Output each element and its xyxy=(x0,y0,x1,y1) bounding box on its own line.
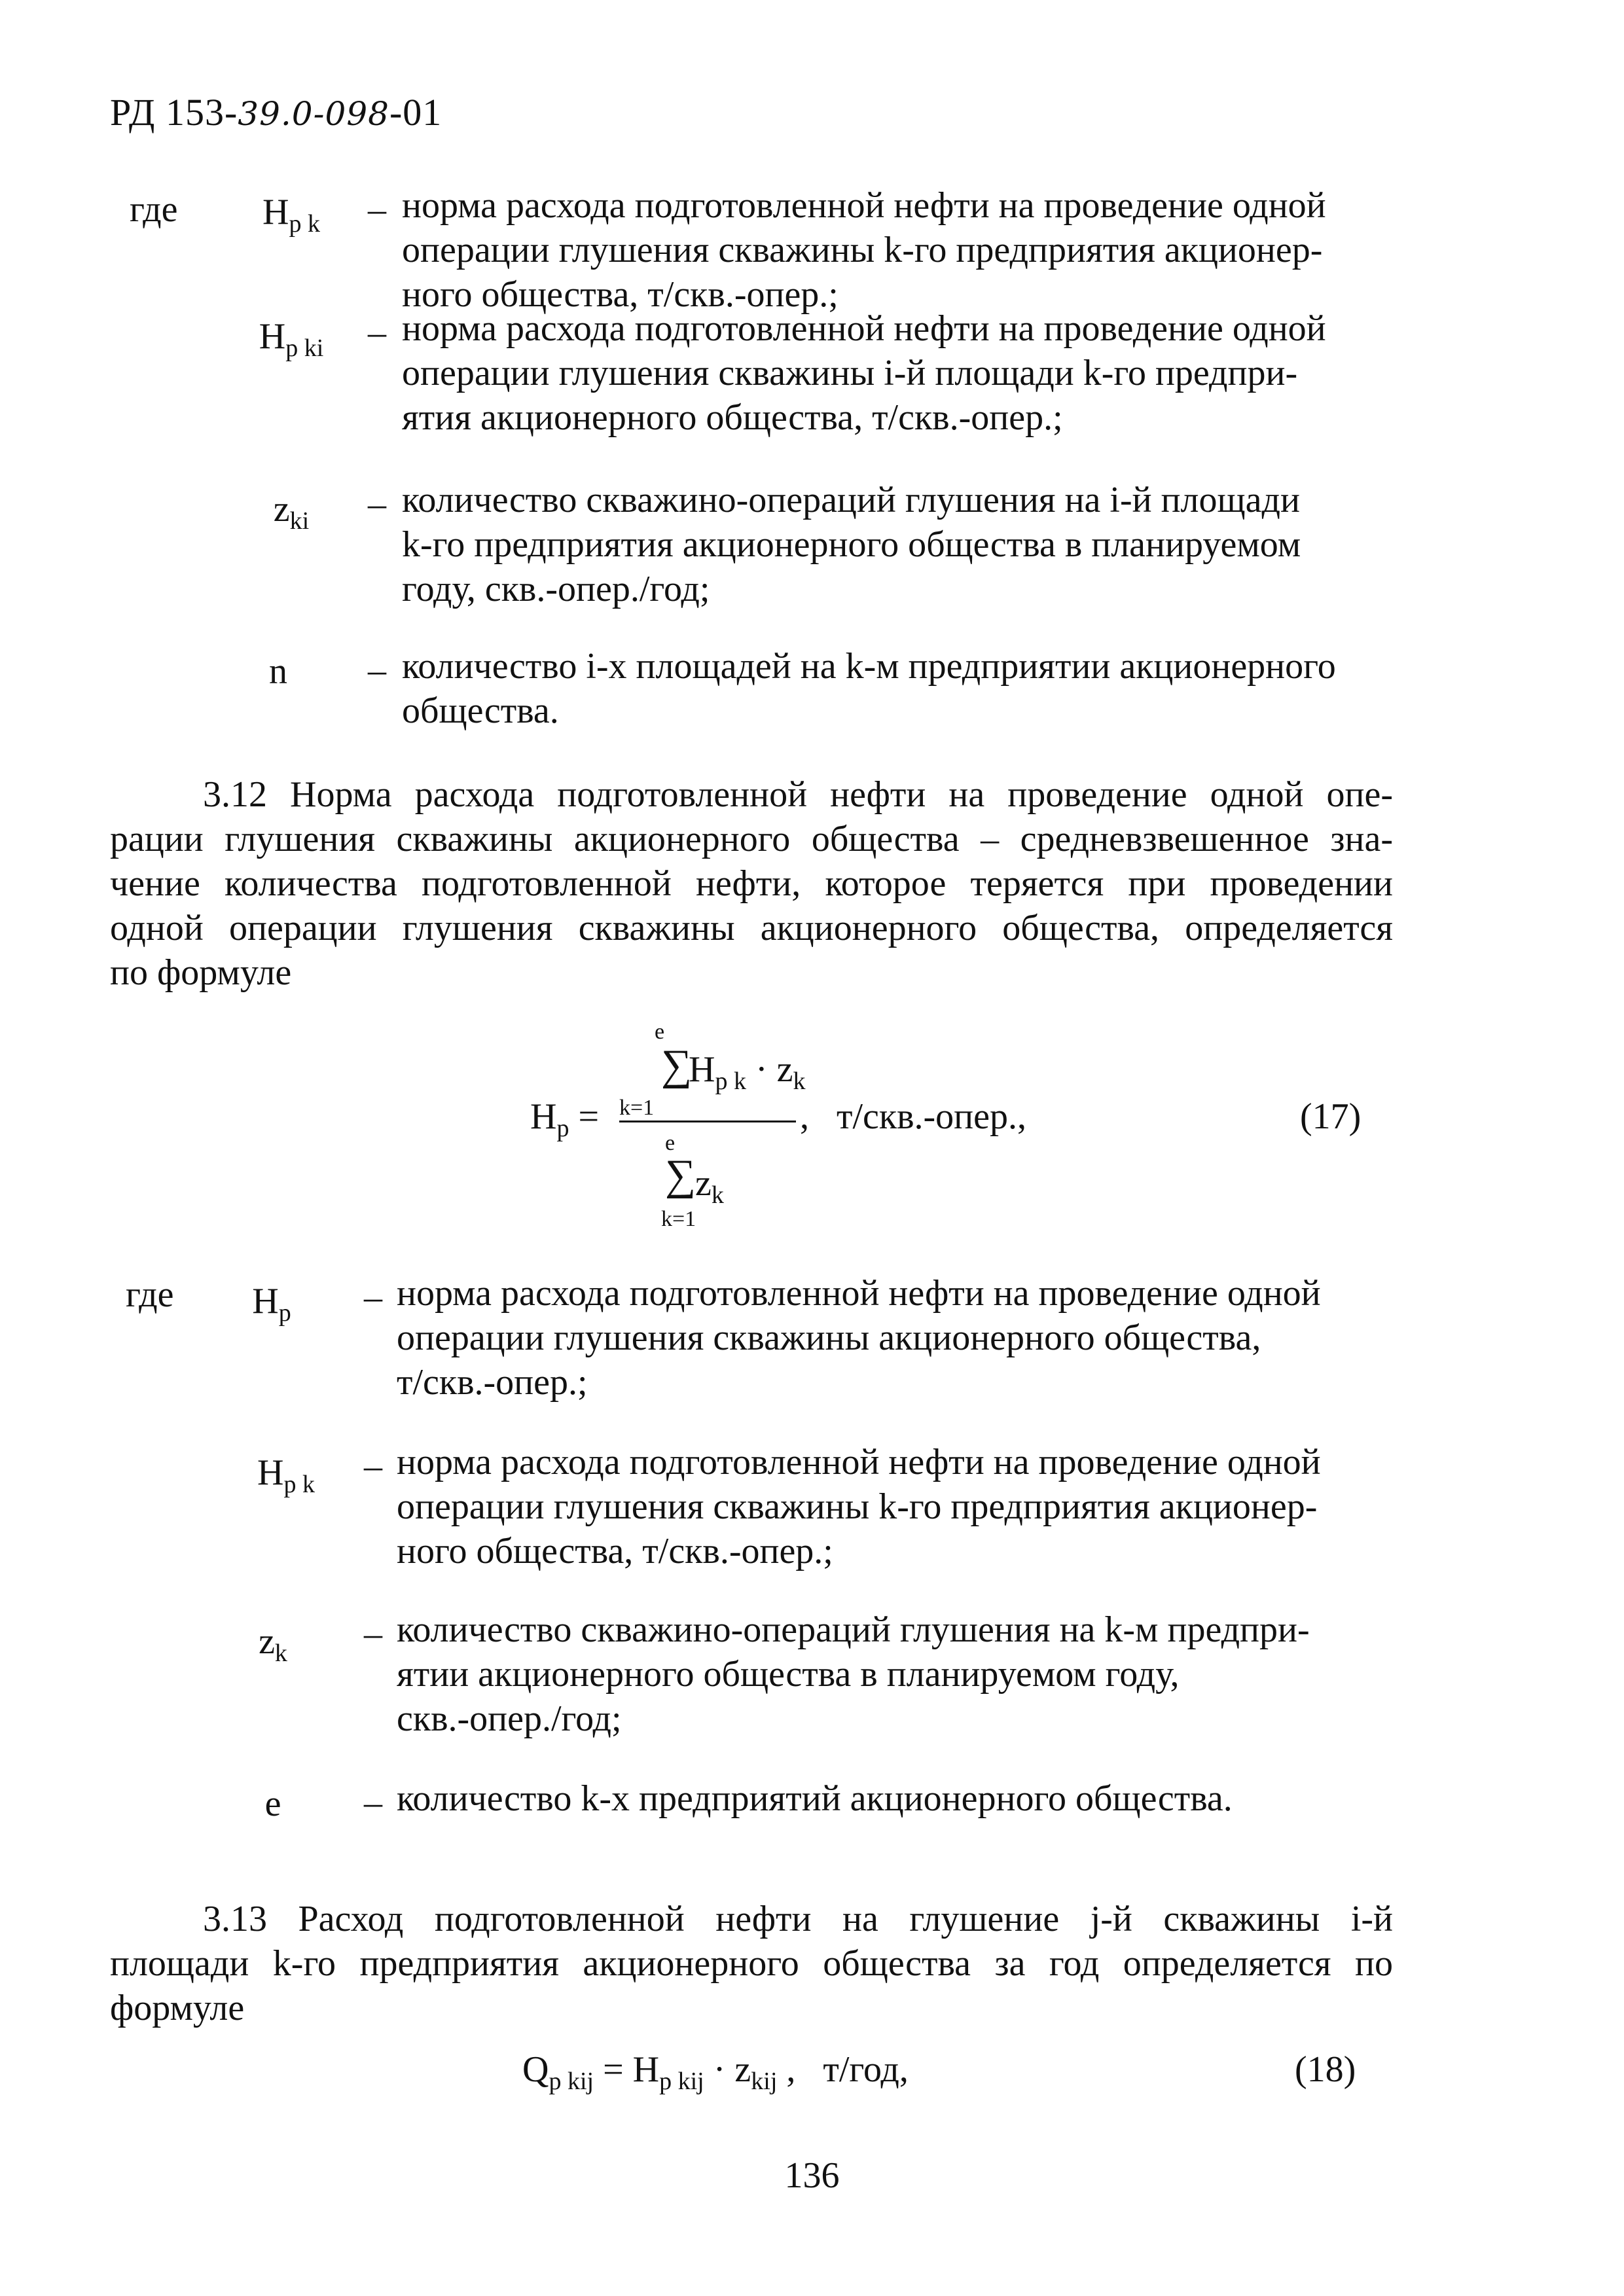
symbol-zk xyxy=(198,1619,348,1667)
definition-hp xyxy=(397,1271,1405,1405)
formula-lhs-subscript: р xyxy=(556,1115,569,1143)
symbol-hp xyxy=(196,1279,347,1327)
formula-lhs-symbol: Н xyxy=(530,1096,557,1137)
symbol-main: n xyxy=(269,651,287,692)
dash: – xyxy=(368,189,386,230)
definition-line: норма расхода подготовленной нефти на проведение одной xyxy=(402,308,1326,349)
definition-line: количество скважино-операций глушения на k-м предпри- xyxy=(397,1609,1310,1650)
symbol-main: z xyxy=(259,1621,275,1662)
definition-zki xyxy=(402,478,1410,611)
formula-number: (18) xyxy=(1295,2049,1356,2090)
definition-line: норма расхода подготовленной нефти на проведение одной xyxy=(397,1442,1321,1482)
paragraph-3-13 xyxy=(110,1897,1393,2030)
denominator-z: z xyxy=(695,1163,712,1204)
sum-lower-limit: k=1 xyxy=(661,1207,696,1231)
definition-line: операции глушения скважины k-го предприятия акционер- xyxy=(397,1486,1318,1527)
definition-line: общества. xyxy=(402,691,559,731)
formula-equals: = xyxy=(578,1096,600,1137)
definition-zk xyxy=(397,1607,1405,1741)
formula-18 xyxy=(522,2047,909,2104)
formula-h-subscript: р kij xyxy=(659,2068,704,2096)
denominator-term xyxy=(695,1161,724,1217)
symbol-main: Н xyxy=(257,1452,284,1493)
definition-line: операции глушения скважины i-й площади k-го предпри- xyxy=(402,353,1298,393)
symbol-subscript: р k xyxy=(289,210,320,238)
symbol-subscript: k xyxy=(274,1640,287,1667)
symbol-main: z xyxy=(273,489,290,529)
definition-line: количество скважино-операций глушения на i-й площади xyxy=(402,480,1300,520)
formula-h: Н xyxy=(632,2049,660,2090)
definition-line: скв.-опер./год; xyxy=(397,1698,622,1739)
symbol-e xyxy=(198,1782,348,1826)
symbol-main: Н xyxy=(262,192,289,232)
where-label: где xyxy=(126,1274,174,1315)
symbol-hpk xyxy=(216,190,367,238)
numerator-symbol: Н xyxy=(689,1049,715,1090)
symbol-main: e xyxy=(264,1784,281,1824)
dash: – xyxy=(368,650,386,691)
definition-e xyxy=(397,1776,1405,1821)
definition-line: году, скв.-опер./год; xyxy=(402,569,710,609)
symbol-subscript: ki xyxy=(289,507,310,535)
page-number: 136 xyxy=(784,2155,840,2196)
dash: – xyxy=(364,1613,382,1654)
formula-equals: = xyxy=(594,2049,633,2090)
fraction-bar xyxy=(619,1121,796,1122)
symbol-subscript: р ki xyxy=(285,334,324,362)
where-label: где xyxy=(130,189,178,230)
symbol-subscript: р xyxy=(278,1299,291,1327)
formula-lhs xyxy=(530,1094,599,1151)
formula-unit: , т/скв.-опер., xyxy=(800,1096,1027,1137)
symbol-n xyxy=(203,649,353,694)
formula-q: Q xyxy=(522,2049,549,2090)
formula-number: (17) xyxy=(1300,1096,1362,1137)
definition-line: норма расхода подготовленной нефти на проведение одной xyxy=(402,185,1326,226)
paragraph-line: по формуле xyxy=(110,952,292,993)
multiply-dot: · xyxy=(704,2049,735,2090)
dash: – xyxy=(364,1446,382,1486)
definition-line: норма расхода подготовленной нефти на проведение одной xyxy=(397,1273,1321,1314)
definition-line: операции глушения скважины k-го предприятия акционер- xyxy=(402,230,1323,270)
document-code-suffix: -01 xyxy=(389,91,442,134)
paragraph-line: 3.13 Расход подготовленной нефти на глушение j-й скважины i-й xyxy=(203,1899,1393,1939)
paragraph-line: чение количества подготовленной нефти, которое теряется при проведении xyxy=(110,863,1393,904)
dash: – xyxy=(368,312,386,353)
definition-line: k-го предприятия акционерного общества в планируемом xyxy=(402,524,1301,565)
formula-q-subscript: р kij xyxy=(549,2068,594,2096)
symbol-zki xyxy=(216,487,367,535)
denominator-z-subscript: k xyxy=(711,1181,724,1210)
definition-n xyxy=(402,644,1410,733)
definition-line: ного общества, т/скв.-опер.; xyxy=(402,274,839,315)
numerator-subscript: р k xyxy=(715,1067,746,1096)
paragraph-line: площади k-го предприятия акционерного общества за год определяется по xyxy=(110,1943,1393,1984)
sum-lower-limit: k=1 xyxy=(619,1096,655,1120)
formula-z: z xyxy=(734,2049,751,2090)
definition-line: ного общества, т/скв.-опер.; xyxy=(397,1531,833,1571)
document-code xyxy=(110,90,442,136)
symbol-hpk xyxy=(211,1450,361,1498)
sum-sign: ∑ xyxy=(665,1151,696,1199)
definition-line: ятия акционерного общества, т/скв.-опер.; xyxy=(402,397,1063,438)
definition-line: количество k-х предприятий акционерного общества. xyxy=(397,1778,1233,1819)
multiply-dot: · xyxy=(755,1049,768,1090)
symbol-hpki xyxy=(216,314,367,362)
paragraph-3-12 xyxy=(110,772,1393,995)
numerator-term xyxy=(689,1047,805,1103)
definition-line: ятии акционерного общества в планируемом году, xyxy=(397,1654,1180,1695)
paragraph-line: одной операции глушения скважины акционерного общества, определяется xyxy=(110,908,1393,948)
dash: – xyxy=(368,484,386,524)
dash: – xyxy=(364,1277,382,1318)
sum-sign: ∑ xyxy=(661,1041,693,1089)
symbol-main: Н xyxy=(259,316,286,357)
numerator-z-subscript: k xyxy=(793,1067,806,1096)
formula-z-subscript: kij xyxy=(751,2068,778,2096)
numerator-z: z xyxy=(776,1049,793,1090)
paragraph-line: формуле xyxy=(110,1988,245,2028)
document-code-prefix: РД 153- xyxy=(110,91,238,134)
definition-hpk xyxy=(397,1440,1405,1573)
sum-upper-limit: e xyxy=(665,1131,676,1155)
definition-line: количество i-х площадей на k-м предприятии акционерного xyxy=(402,646,1336,687)
symbol-subscript: р k xyxy=(283,1471,315,1498)
paragraph-line: 3.12 Норма расхода подготовленной нефти на проведение одной опе- xyxy=(203,774,1393,815)
definition-line: операции глушения скважины акционерного общества, xyxy=(397,1318,1261,1358)
definition-line: т/скв.-опер.; xyxy=(397,1362,588,1403)
symbol-main: Н xyxy=(252,1281,279,1321)
dash: – xyxy=(364,1782,382,1823)
definition-hpki xyxy=(402,306,1410,440)
document-code-handwritten: 39.0-098 xyxy=(238,95,389,133)
sum-upper-limit: e xyxy=(655,1020,665,1044)
definition-hpk xyxy=(402,183,1410,317)
paragraph-line: рации глушения скважины акционерного общества – средневзвешенное зна- xyxy=(110,819,1393,859)
formula-unit: , т/год, xyxy=(777,2049,909,2090)
